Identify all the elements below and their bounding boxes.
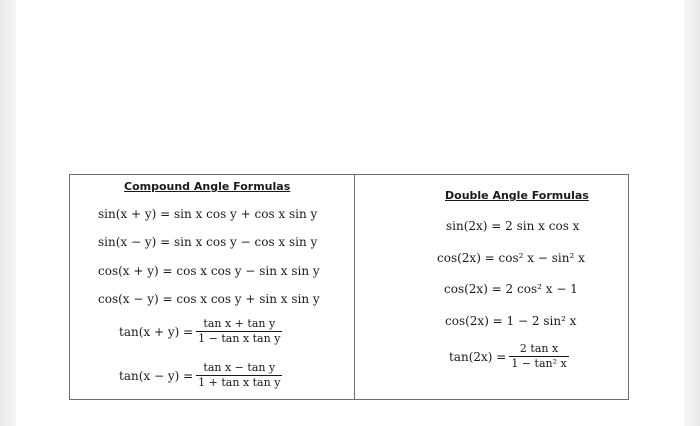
formula-sin-sum: sin(x + y) = sin x cos y + cos x sin y [98, 207, 318, 221]
tan-sum-fraction [196, 317, 282, 346]
formula-tan-sum [119, 317, 282, 346]
formula-cos-diff: cos(x − y) = cos x cos y + sin x sin y [98, 292, 320, 306]
tan-2x-numerator: 2 tan x [519, 342, 559, 355]
tan-2x-denominator: 1 − tan² x [511, 357, 567, 370]
formula-cos-2x-c: cos(2x) = 1 − 2 sin² x [445, 314, 577, 328]
page-shadow-left [0, 0, 16, 426]
compound-angle-column [70, 175, 355, 399]
tan-sum-numerator: tan x + tan y [203, 317, 276, 330]
tan-2x-fraction [509, 342, 568, 371]
page-shadow-right [684, 0, 700, 426]
tan-sum-lhs: tan(x + y) = [119, 324, 194, 339]
formula-cos-2x-b: cos(2x) = 2 cos² x − 1 [444, 282, 578, 296]
double-angle-column [355, 175, 628, 399]
tan-diff-denominator: 1 + tan x tan y [198, 376, 281, 389]
tan-sum-denominator: 1 − tan x tan y [198, 332, 281, 345]
formula-cos-sum: cos(x + y) = cos x cos y − sin x sin y [98, 264, 320, 278]
formula-tan-2x [449, 342, 569, 371]
formula-tan-diff [119, 361, 282, 390]
formula-sin-diff: sin(x − y) = sin x cos y − cos x sin y [98, 235, 318, 249]
tan-diff-lhs: tan(x − y) = [119, 368, 194, 383]
double-heading: Double Angle Formulas [445, 189, 589, 202]
tan-diff-numerator: tan x − tan y [203, 361, 276, 374]
tan-2x-lhs: tan(2x) = [449, 349, 507, 364]
formula-sin-2x: sin(2x) = 2 sin x cos x [446, 219, 580, 233]
formula-cos-2x-a: cos(2x) = cos² x − sin² x [437, 251, 585, 265]
tan-diff-fraction [196, 361, 282, 390]
formula-table [69, 174, 629, 400]
compound-heading: Compound Angle Formulas [124, 180, 291, 193]
